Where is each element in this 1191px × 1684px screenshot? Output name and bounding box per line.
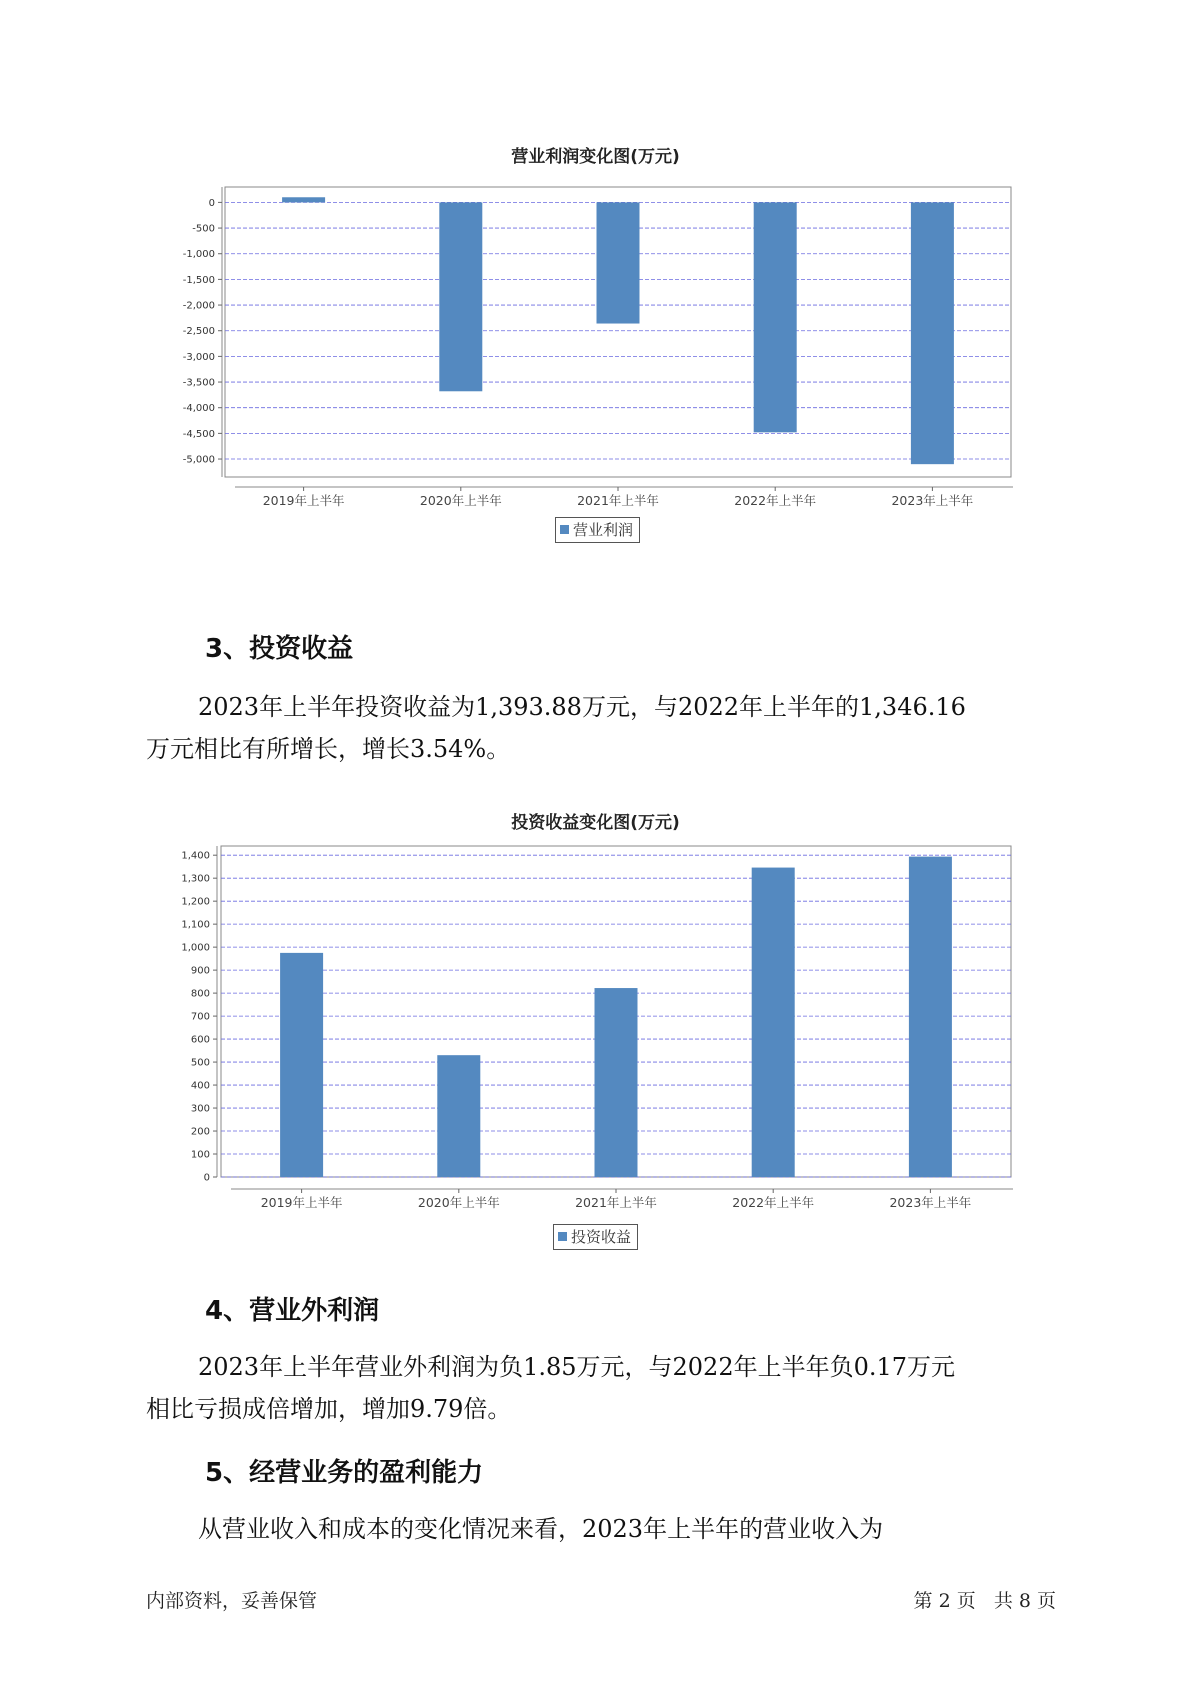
bar — [909, 857, 952, 1177]
section-4-heading: 4、营业外利润 — [205, 1296, 380, 1326]
y-tick-label: 800 — [190, 988, 210, 1000]
x-tick-label: 2019年上半年 — [262, 493, 345, 508]
y-tick-label: 1,300 — [181, 873, 210, 885]
y-tick-label: 1,400 — [181, 850, 210, 862]
section-4-paragraph — [146, 1346, 1046, 1430]
bar — [752, 868, 795, 1177]
y-tick-label: -1,500 — [182, 274, 215, 286]
paragraph-line: 2023年上半年投资收益为1,393.88万元，与2022年上半年的1,346.16 — [198, 693, 966, 721]
section-3-heading: 3、投资收益 — [205, 634, 354, 664]
y-tick-label: -500 — [192, 223, 215, 235]
y-tick-label: -2,500 — [182, 326, 215, 338]
legend-operating-profit — [555, 517, 640, 543]
x-tick-label: 2021年上半年 — [577, 493, 659, 508]
y-tick-label: -3,500 — [182, 377, 215, 389]
x-tick-label: 2023年上半年 — [891, 493, 974, 508]
legend-investment-income — [553, 1224, 638, 1250]
legend-label: 营业利润 — [573, 521, 634, 539]
y-tick-label: 500 — [190, 1057, 210, 1069]
y-tick-label: -4,500 — [182, 428, 215, 440]
bar — [754, 202, 797, 432]
x-tick-label: 2022年上半年 — [734, 493, 817, 508]
y-tick-label: 0 — [203, 1172, 210, 1184]
y-tick-label: 1,000 — [181, 942, 210, 954]
y-tick-label: -3,000 — [182, 351, 215, 363]
bar — [439, 202, 482, 391]
paragraph-line: 2023年上半年营业外利润为负1.85万元，与2022年上半年负0.17万元 — [198, 1353, 956, 1381]
y-tick-label: 700 — [190, 1011, 210, 1023]
paragraph-line: 从营业收入和成本的变化情况来看，2023年上半年的营业收入为 — [198, 1515, 884, 1543]
y-tick-label: -2,000 — [182, 300, 215, 312]
y-tick-label: 100 — [190, 1149, 210, 1161]
y-tick-label: 600 — [190, 1034, 210, 1046]
y-tick-label: -5,000 — [182, 454, 215, 466]
y-tick-label: 1,200 — [181, 896, 210, 908]
chart-title-investment-income: 投资收益变化图(万元) — [511, 813, 680, 833]
bar — [437, 1055, 480, 1177]
x-tick-label: 2021年上半年 — [575, 1195, 657, 1210]
footer-confidential-note: 内部资料，妥善保管 — [146, 1590, 318, 1612]
investment-income-chart — [0, 840, 1191, 1220]
bar — [280, 953, 323, 1177]
y-tick-label: 1,100 — [181, 919, 210, 931]
x-tick-label: 2020年上半年 — [419, 493, 502, 508]
x-tick-label: 2023年上半年 — [889, 1195, 972, 1210]
y-tick-label: 300 — [190, 1103, 210, 1115]
paragraph-line: 相比亏损成倍增加，增加9.79倍。 — [146, 1395, 512, 1423]
bar — [597, 202, 640, 323]
section-3-paragraph — [146, 686, 1046, 770]
operating-profit-chart — [0, 160, 1191, 520]
legend-label: 投资收益 — [571, 1228, 632, 1246]
paragraph-line: 万元相比有所增长，增长3.54%。 — [146, 735, 511, 763]
section-5-paragraph — [146, 1508, 1046, 1550]
y-tick-label: -1,000 — [182, 249, 215, 261]
bar — [595, 988, 638, 1177]
footer-page-number: 第 2 页 共 8 页 — [913, 1590, 1056, 1612]
legend-swatch — [560, 525, 569, 534]
bar — [911, 202, 954, 464]
chart-title-operating-profit: 营业利润变化图(万元) — [511, 147, 680, 167]
y-tick-label: -4,000 — [182, 403, 215, 415]
x-tick-label: 2022年上半年 — [732, 1195, 815, 1210]
y-tick-label: 900 — [190, 965, 210, 977]
section-5-heading: 5、经营业务的盈利能力 — [205, 1458, 484, 1488]
y-tick-label: 400 — [190, 1080, 210, 1092]
x-tick-label: 2020年上半年 — [417, 1195, 500, 1210]
bar — [282, 197, 325, 202]
y-tick-label: 200 — [190, 1126, 210, 1138]
legend-swatch — [558, 1232, 567, 1241]
x-tick-label: 2019年上半年 — [260, 1195, 343, 1210]
y-tick-label: 0 — [208, 197, 215, 209]
